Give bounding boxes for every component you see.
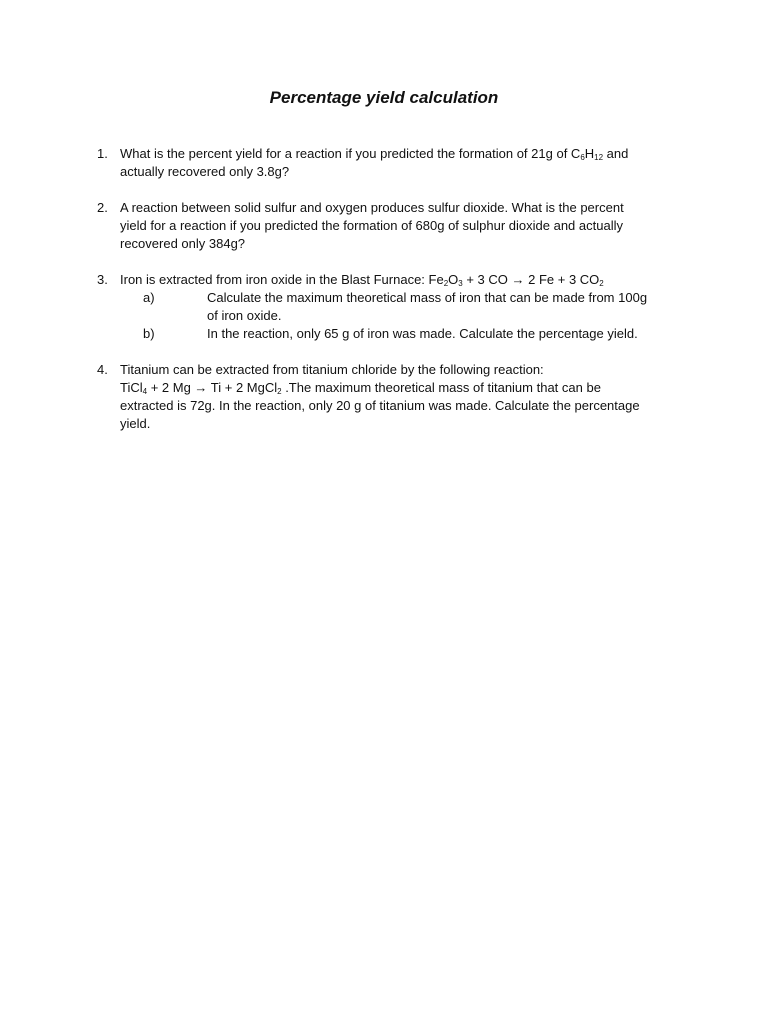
question-list: [95, 145, 695, 451]
question-line: [120, 271, 695, 289]
question-text: [120, 271, 695, 289]
question-text: [120, 145, 695, 181]
question-number: 1.: [97, 146, 108, 161]
question-number: 4.: [97, 362, 108, 377]
subscript: 2: [277, 387, 282, 396]
text-fragment: What is the percent yield for a reaction if you predicted the formation of 21g of C: [120, 146, 581, 161]
question-line: actually recovered only 3.8g?: [120, 164, 290, 179]
sub-question-label: b): [143, 326, 155, 341]
question-4: [95, 361, 695, 433]
question-line: [120, 379, 695, 397]
question-text: [120, 361, 695, 433]
sub-question-a: [120, 289, 695, 325]
question-line: [120, 145, 695, 163]
text-fragment: and: [603, 146, 629, 161]
sub-question-line: Calculate the maximum theoretical mass of iron that can be made from 100g: [207, 290, 648, 305]
page-title: Percentage yield calculation: [269, 88, 499, 107]
question-line: extracted is 72g. In the reaction, only 20 g of titanium was made. Calculate the percentage: [120, 398, 640, 413]
subscript: 2: [443, 279, 449, 288]
question-2: [95, 199, 695, 253]
question-number: 3.: [97, 272, 108, 287]
subscript: 4: [142, 387, 148, 396]
question-line: Titanium can be extracted from titanium chloride by the following reaction:: [120, 362, 544, 377]
sub-question-line: of iron oxide.: [207, 308, 282, 323]
subscript: 2: [599, 279, 604, 288]
text-fragment: TiCl: [120, 380, 143, 395]
text-fragment: + 2 Mg → Ti + 2 MgCl: [147, 380, 278, 395]
sub-question-line: In the reaction, only 65 g of iron was made. Calculate the percentage yield.: [207, 326, 638, 341]
text-fragment: + 3 CO → 2 Fe + 3 CO: [462, 272, 600, 287]
question-line: A reaction between solid sulfur and oxygen produces sulfur dioxide. What is the percent: [120, 200, 624, 215]
subscript: 12: [594, 153, 604, 162]
question-text: [120, 199, 695, 253]
text-fragment: Iron is extracted from iron oxide in the Blast Furnace: Fe: [120, 272, 444, 287]
sub-question-b: [120, 325, 695, 343]
question-1: [95, 145, 695, 181]
text-fragment: .The maximum theoretical mass of titanium that can be: [281, 380, 601, 395]
question-number: 2.: [97, 200, 108, 215]
question-3: [95, 271, 695, 343]
sub-question-label: a): [143, 290, 155, 305]
text-fragment: O: [448, 272, 459, 287]
question-line: recovered only 384g?: [120, 236, 246, 251]
question-line: yield for a reaction if you predicted the formation of 680g of sulphur dioxide and actually: [120, 218, 623, 233]
subscript: 6: [580, 153, 585, 162]
text-fragment: H: [584, 146, 595, 161]
subscript: 3: [458, 279, 463, 288]
question-line: yield.: [120, 416, 151, 431]
